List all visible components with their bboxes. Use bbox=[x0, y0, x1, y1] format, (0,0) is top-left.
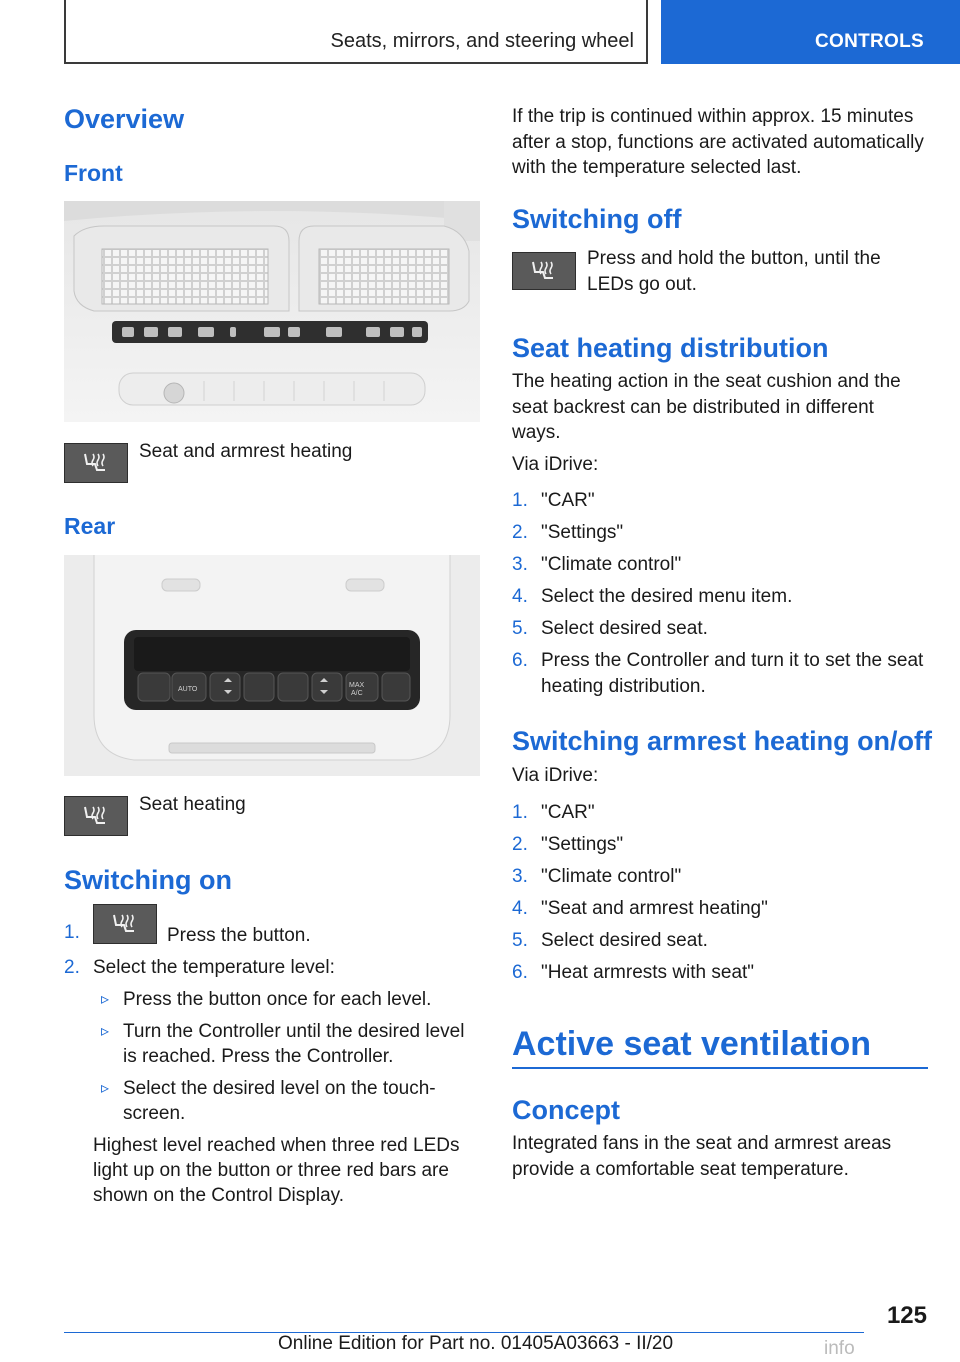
highest-level-text: Highest level reached when three red LEDs bbox=[93, 1135, 460, 1156]
seat-heating-icon bbox=[81, 805, 111, 827]
running-header-chapter bbox=[661, 0, 960, 64]
via-idrive-label-2: Via iDrive: bbox=[512, 765, 599, 786]
seat-heating-off-button bbox=[512, 252, 576, 290]
running-header-section bbox=[64, 0, 648, 64]
front-console-illustration bbox=[64, 201, 480, 422]
seat-heating-icon bbox=[110, 913, 140, 935]
front-heading: Front bbox=[64, 160, 123, 186]
highest-level-text: shown on the Control Display. bbox=[93, 1185, 344, 1206]
via-idrive-label: Via iDrive: bbox=[512, 454, 599, 475]
heading-rule bbox=[512, 1067, 928, 1069]
switching-on-steps: 1. Press the button. 2. Select the temperature level: ▹ Press the button once for each level. ▹ Turn the Controller until the desired level is reached. Press the Controller. ▹ Select the desired level on the touch- screen. Highest level reached when three red LEDs light up on the button or three red bars are shown on the Control Display. bbox=[64, 922, 484, 1212]
overview-heading: Overview bbox=[64, 104, 185, 134]
seat-heating-icon bbox=[81, 452, 111, 474]
seat-heating-icon bbox=[529, 260, 559, 282]
armrest-steps: 1. "CAR" 2. "Settings" 3. "Climate control" 4. "Seat and armrest heating" 5. Select desired seat. 6. "Heat armrests with seat" bbox=[512, 802, 768, 983]
switching-on-heading: Switching on bbox=[64, 865, 232, 895]
page-number: 125 bbox=[886, 1302, 927, 1329]
switching-off-heading: Switching off bbox=[512, 204, 682, 234]
bullet-text: screen. bbox=[123, 1103, 186, 1124]
distribution-steps: 1. "CAR" 2. "Settings" 3. "Climate control" 4. Select the desired menu item. 5. Select desired seat. 6. Press the Controller and turn it to set the seat heating distribution. bbox=[512, 490, 924, 697]
distribution-paragraph: The heating action in the seat cushion and the seat backrest can be distributed in different ways. bbox=[512, 371, 901, 443]
bullet-text: is reached. Press the Controller. bbox=[123, 1046, 394, 1067]
step-text: heating distribution. bbox=[541, 676, 706, 697]
svg-text:A/C: A/C bbox=[351, 690, 363, 697]
rear-heading: Rear bbox=[64, 513, 116, 539]
bullet-text: Turn the Controller until the desired level bbox=[123, 1021, 465, 1042]
bullet-marker: ▹ bbox=[101, 1080, 110, 1097]
seat-heating-button bbox=[64, 443, 128, 483]
front-icon-caption: Seat and armrest heating bbox=[139, 441, 353, 462]
switching-off-text: Press and hold the button, until the LEDs go out. bbox=[587, 248, 881, 295]
front-console-photo bbox=[64, 201, 480, 422]
rear-icon-caption: Seat heating bbox=[139, 794, 246, 815]
concept-paragraph: Integrated fans in the seat and armrest areas provide a comfortable seat temperature. bbox=[512, 1133, 892, 1180]
svg-text:MAX: MAX bbox=[349, 682, 365, 689]
rear-console-photo bbox=[64, 555, 480, 776]
step-text: Press the button. bbox=[167, 925, 311, 946]
concept-heading: Concept bbox=[512, 1095, 620, 1125]
armrest-heading: Switching armrest heating on/off bbox=[512, 726, 933, 756]
ventilation-heading: Active seat ventilation bbox=[512, 1025, 872, 1063]
bullet-marker: ▹ bbox=[101, 1023, 110, 1040]
distribution-heading: Seat heating distribution bbox=[512, 333, 829, 363]
edition-footer: Online Edition for Part no. 01405A03663 - II/20 bbox=[278, 1333, 674, 1354]
watermark: info bbox=[824, 1338, 855, 1359]
highest-level-text: light up on the button or three red bars are bbox=[93, 1160, 449, 1181]
rear-seat-heating-button bbox=[64, 796, 128, 836]
inline-seat-heating-button bbox=[93, 904, 157, 944]
trip-paragraph: If the trip is continued within approx. 15 minutes after a stop, functions are activated automatically with the temperature selected last. bbox=[512, 106, 924, 178]
bullet-text: Press the button once for each level. bbox=[123, 989, 432, 1010]
chapter-title: CONTROLS bbox=[815, 31, 925, 52]
bullet-marker: ▹ bbox=[101, 991, 110, 1008]
rear-console-illustration bbox=[64, 555, 480, 776]
svg-text:AUTO: AUTO bbox=[178, 686, 198, 693]
section-title: Seats, mirrors, and steering wheel bbox=[330, 30, 634, 52]
bullet-text: Select the desired level on the touch- bbox=[123, 1078, 436, 1099]
